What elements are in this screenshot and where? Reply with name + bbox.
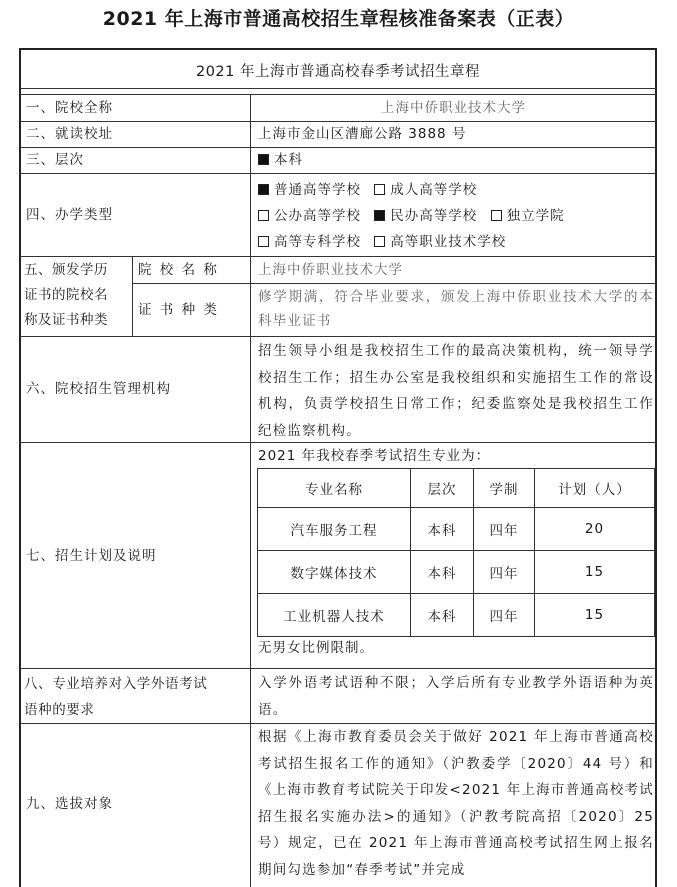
- divider: [250, 94, 251, 887]
- management-text: 招生领导小组是我校招生工作的最高决策机构，统一领导学校招生工作；招生办公室是我校组织和实施招生工作的常设机构，负责学校招生日常工作；纪委监察处是我校招生工作纪检监察机构。: [258, 343, 654, 439]
- column-header: 层次: [411, 469, 474, 508]
- checkbox[interactable]: [374, 184, 385, 195]
- divider: [20, 668, 656, 669]
- level-text: 本科: [274, 152, 303, 168]
- school-name-label: 一、院校全称: [26, 100, 113, 116]
- school-type-option[interactable]: 高等专科学校: [258, 234, 361, 250]
- divider: [132, 256, 133, 336]
- checkbox-level-undergrad[interactable]: [258, 154, 269, 165]
- school-type-options: [258, 177, 573, 255]
- column-header: 学制: [474, 469, 535, 508]
- level-label: 三、层次: [26, 152, 84, 168]
- campus-value: 上海市金山区漕廊公路 3888 号: [258, 126, 467, 142]
- checkbox[interactable]: [258, 236, 269, 247]
- school-type-label: 四、办学类型: [26, 207, 113, 223]
- language-text: 入学外语考试语种不限；入学后所有专业教学外语语种为英语。: [258, 675, 654, 718]
- major-count: 15: [535, 594, 655, 637]
- major-count: 15: [535, 551, 655, 594]
- plan-intro: 2021 年我校春季考试招生专业为：: [258, 448, 491, 464]
- management-label: 六、院校招生管理机构: [26, 381, 171, 397]
- certificate-label: 五、颁发学历 证书的院校名 称及证书种类: [24, 262, 108, 328]
- campus-label: 二、就读校址: [26, 126, 113, 142]
- major-count: 20: [535, 508, 655, 551]
- major-level: 本科: [411, 594, 474, 637]
- majors-table: [257, 468, 655, 637]
- school-type-option[interactable]: 成人高等学校: [374, 182, 477, 198]
- plan-label: 七、招生计划及说明: [26, 548, 157, 564]
- selection-label: 九、选拔对象: [26, 796, 113, 812]
- checkbox[interactable]: [491, 210, 502, 221]
- table-row: [258, 508, 655, 551]
- school-type-option[interactable]: 高等职业技术学校: [374, 234, 506, 250]
- checkbox[interactable]: [258, 210, 269, 221]
- divider: [132, 283, 656, 284]
- plan-note: 无男女比例限制。: [258, 640, 374, 656]
- major-name: 工业机器人技术: [258, 594, 411, 637]
- school-type-option[interactable]: 公办高等学校: [258, 208, 361, 224]
- column-header: 专业名称: [258, 469, 411, 508]
- language-label: 八、专业培养对入学外语考试 语种的要求: [24, 676, 208, 718]
- column-header: 计划（人）: [535, 469, 655, 508]
- table-row: [258, 551, 655, 594]
- certificate-type-value: 修学期满，符合毕业要求，颁发上海中侨职业技术大学的本科毕业证书: [258, 289, 654, 329]
- school-name-value: 上海中侨职业技术大学: [381, 100, 526, 116]
- level-value: [258, 148, 303, 172]
- checkbox[interactable]: [258, 184, 269, 195]
- major-level: 本科: [411, 508, 474, 551]
- table-row: [258, 594, 655, 637]
- major-level: 本科: [411, 551, 474, 594]
- divider: [20, 147, 656, 148]
- certificate-school-label: 院 校 名 称: [138, 262, 219, 278]
- major-years: 四年: [474, 551, 535, 594]
- school-type-option[interactable]: 民办高等学校: [374, 208, 477, 224]
- certificate-school-value: 上海中侨职业技术大学: [258, 262, 403, 278]
- major-name: 汽车服务工程: [258, 508, 411, 551]
- divider: [20, 336, 656, 337]
- checkbox[interactable]: [374, 236, 385, 247]
- table-header-row: [258, 469, 655, 508]
- selection-text: 根据《上海市教育委员会关于做好 2021 年上海市普通高校考试招生报名工作的通知》（沪教委学〔2020〕44 号）和《上海市教育考试院关于印发<2021 年上海市普通高校考试招生报名实施办法>的通知》（沪教考院高招〔2020〕25 号）规定，已在 2021 年上海市普通高校考试招生网上报名期间勾选参加“春季考试”并完成: [258, 729, 654, 878]
- divider: [20, 173, 656, 174]
- divider: [20, 88, 656, 89]
- divider: [20, 256, 656, 257]
- major-years: 四年: [474, 594, 535, 637]
- school-type-option[interactable]: 普通高等学校: [258, 182, 361, 198]
- school-type-option[interactable]: 独立学院: [491, 208, 565, 224]
- major-name: 数字媒体技术: [258, 551, 411, 594]
- major-years: 四年: [474, 508, 535, 551]
- divider: [20, 94, 656, 95]
- page-title: 2021 年上海市普通高校招生章程核准备案表（正表）: [102, 8, 575, 30]
- form-subtitle: 2021 年上海市普通高校春季考试招生章程: [195, 64, 480, 80]
- certificate-type-label: 证 书 种 类: [138, 302, 219, 318]
- checkbox[interactable]: [374, 210, 385, 221]
